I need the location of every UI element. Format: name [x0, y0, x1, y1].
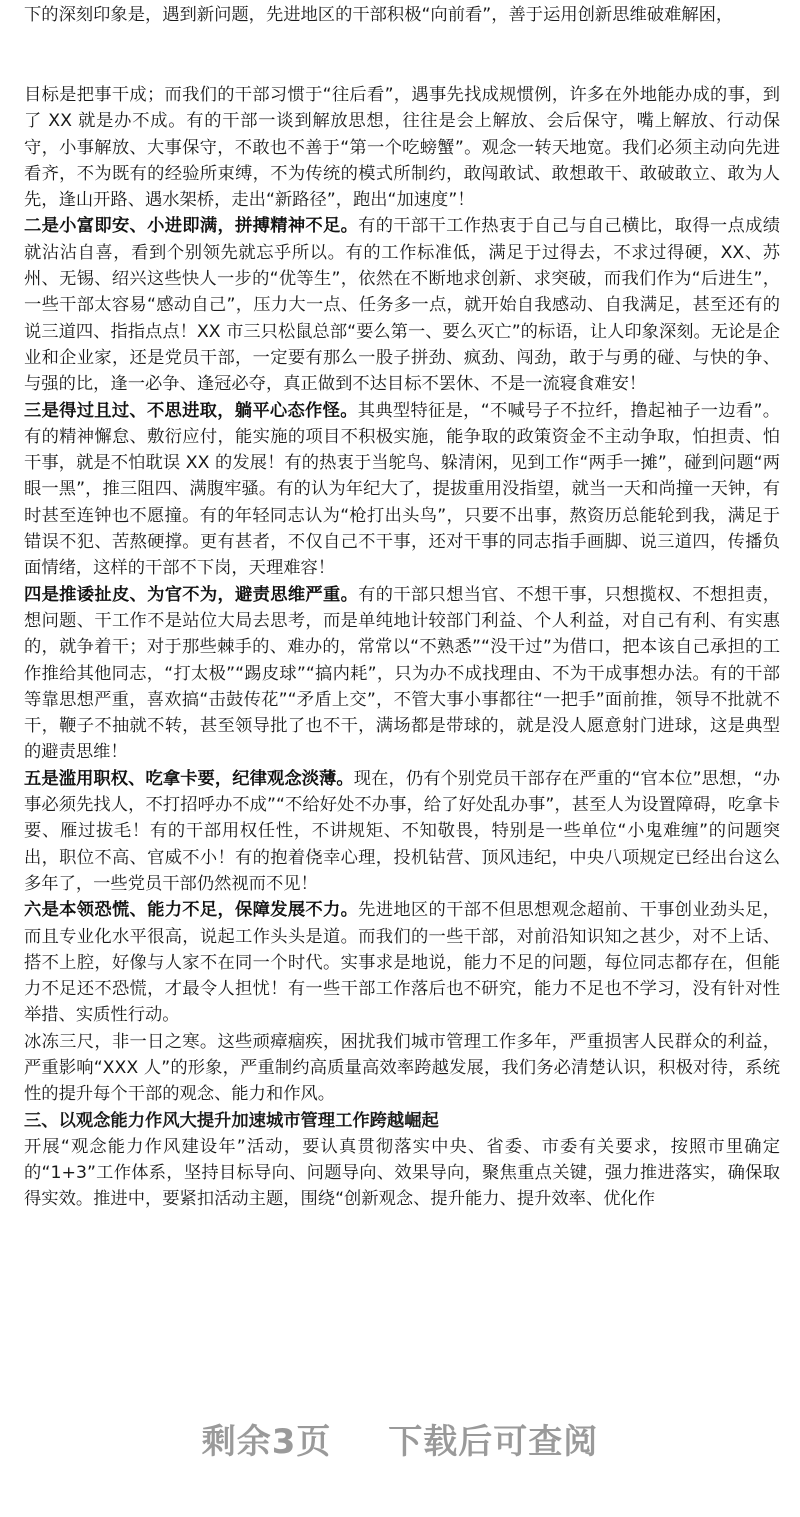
section-heading: 五是滥用职权、吃拿卡要，纪律观念淡薄。 — [24, 768, 354, 789]
paragraph — [24, 213, 780, 397]
section-body: 先进地区的干部不但思想观念超前、干事创业劲头足，而且专业化水平很高，说起工作头头是道。而我们的一些干部，对前沿知识知之甚少，对不上话、搭不上腔，好像与人家不在同一个时代。实事求是地说，能力不足的问题，每位同志都存在，但能力不足还不恐慌，才最令人担忧！有一些干部工作落后也不研究，能力不足也不学习，没有针对性举措、实质性行动。 — [24, 900, 780, 1026]
paragraph — [24, 897, 780, 1028]
paragraph — [24, 766, 780, 897]
intro-line: 下的深刻印象是，遇到新问题，先进地区的干部积极“向前看”，善于运用创新思维破难解困， — [24, 5, 734, 25]
download-prompt-banner[interactable] — [0, 1414, 800, 1463]
paragraph: 开展“观念能力作风建设年”活动，要认真贯彻落实中央、省委、市委有关要求，按照市里确定的“1+3”工作体系，坚持目标导向、问题导向、效果导向，聚焦重点关键，强力推进落实，确保取得实效。推进中，要紧扣活动主题，围绕“创新观念、提升能力、提升效率、优化作 — [24, 1136, 780, 1210]
paragraph: 目标是把事干成；而我们的干部习惯于“往后看”，遇事先找成规惯例，许多在外地能办成的事，到了 XX 就是办不成。有的干部一谈到解放思想，往往是会上解放、会后保守，嘴上解放、行动保守，小事解放、大事保守，不敢也不善于“第一个吃螃蟹”。观念一转天地宽。我们必须主动向先进看齐，不为既有的经验所束缚，不为传统的模式所制约，敢闯敢试、敢想敢干、敢破敢立、敢为人先，逢山开路、遇水架桥，走出“新路径”，跑出“加速度”！ — [24, 85, 780, 211]
paragraph — [24, 398, 780, 582]
section-heading: 二是小富即安、小进即满，拼搏精神不足。 — [24, 216, 359, 237]
section-body: 有的干部干工作热衷于自己与自己横比，取得一点成绩就沾沾自喜，看到个别领先就忘乎所以。有的工作标准低，满足于过得去，不求过得硬，XX、苏州、无锡、绍兴这些快人一步的“优等生”，依然在不断地求创新、求突破，而我们作为“后进生”，一些干部太容易“感动自己”，压力大一点、任务多一点，就开始自我感动、自我满足，甚至还有的说三道四、指指点点！XX 市三只松鼠总部“要么第一、要么灭亡”的标语，让人印象深刻。无论是企业和企业家，还是党员干部，一定要有那么一股子拼劲、疯劲、闯劲，敢于与勇的碰、与快的争、与强的比，逢一必争、逢冠必夺，真正做到不达目标不罢休、不是一流寝食难安！ — [24, 216, 780, 395]
section-body: 现在，仍有个别党员干部存在严重的“官本位”思想，“办事必须先找人，不打招呼办不成”“不给好处不办事，给了好处乱办事”，甚至人为设置障碍，吃拿卡要、雁过拔毛！有的干部用权任性，不讲规矩、不知敬畏，特别是一些单位“小鬼难缠”的问题突出，职位不高、官威不小！有的抱着侥幸心理，投机钻营、顶风违纪，中央八项规定已经出台这么多年了，一些党员干部仍然视而不见！ — [24, 768, 780, 894]
document-body — [24, 82, 780, 1213]
section-heading: 四是推诿扯皮、为官不为，避责思维严重。 — [24, 584, 359, 605]
paragraph: 冰冻三尺，非一日之寒。这些顽瘴痼疾，困扰我们城市管理工作多年，严重损害人民群众的利益，严重影响“XXX 人”的形象，严重制约高质量高效率跨越发展，我们务必清楚认识，积极对待，系统性的提升每个干部的观念、能力和作风。 — [24, 1031, 780, 1105]
section-heading: 六是本领恐慌、能力不足，保障发展不力。 — [24, 900, 359, 921]
download-to-view-label: 下载后可查阅 — [388, 1422, 599, 1462]
remaining-pages-label: 剩余3页 — [201, 1422, 332, 1462]
paragraph — [24, 582, 780, 766]
section-heading: 三是得过且过、不思进取，躺平心态作怪。 — [24, 400, 358, 421]
section-body: 有的干部只想当官、不想干事，只想揽权、不想担责，想问题、干工作不是站位大局去思考，而是单纯地计较部门利益、个人利益，对自己有利、有实惠的，就争着干；对于那些棘手的、难办的，常常以“不熟悉”“没干过”为借口，把本该自己承担的工作推给其他同志，“打太极”“踢皮球”“搞内耗”，只为办不成找理由、不为干成事想办法。有的干部等靠思想严重，喜欢搞“击鼓传花”“矛盾上交”，不管大事小事都往“一把手”面前推，领导不批就不干，鞭子不抽就不转，甚至领导批了也不干，满场都是带球的，就是没人愿意射门进球，这是典型的避责思维！ — [24, 584, 781, 763]
section-title: 三、以观念能力作风大提升加速城市管理工作跨越崛起 — [24, 1110, 439, 1131]
section-body: 其典型特征是，“不喊号子不拉纤，撸起袖子一边看”。有的精神懈怠、敷衍应付，能实施的项目不积极实施，能争取的政策资金不主动争取，怕担责、怕干事，就是不怕耽误 XX 的发展！有的热衷于当鸵鸟、躲清闲，见到工作“两手一摊”，碰到问题“两眼一黑”，推三阻四、满腹牢骚。有的认为年纪大了，提拔重用没指望，就当一天和尚撞一天钟，有时甚至连钟也不愿撞。有的年轻同志认为“枪打出头鸟”，只要不出事，熬资历总能轮到我，满足于错误不犯、苦熬硬撑。更有甚者，不仅自己不干事，还对干事的同志指手画脚、说三道四，传播负面情绪，这样的干部不下岗，天理难容！ — [24, 400, 780, 579]
